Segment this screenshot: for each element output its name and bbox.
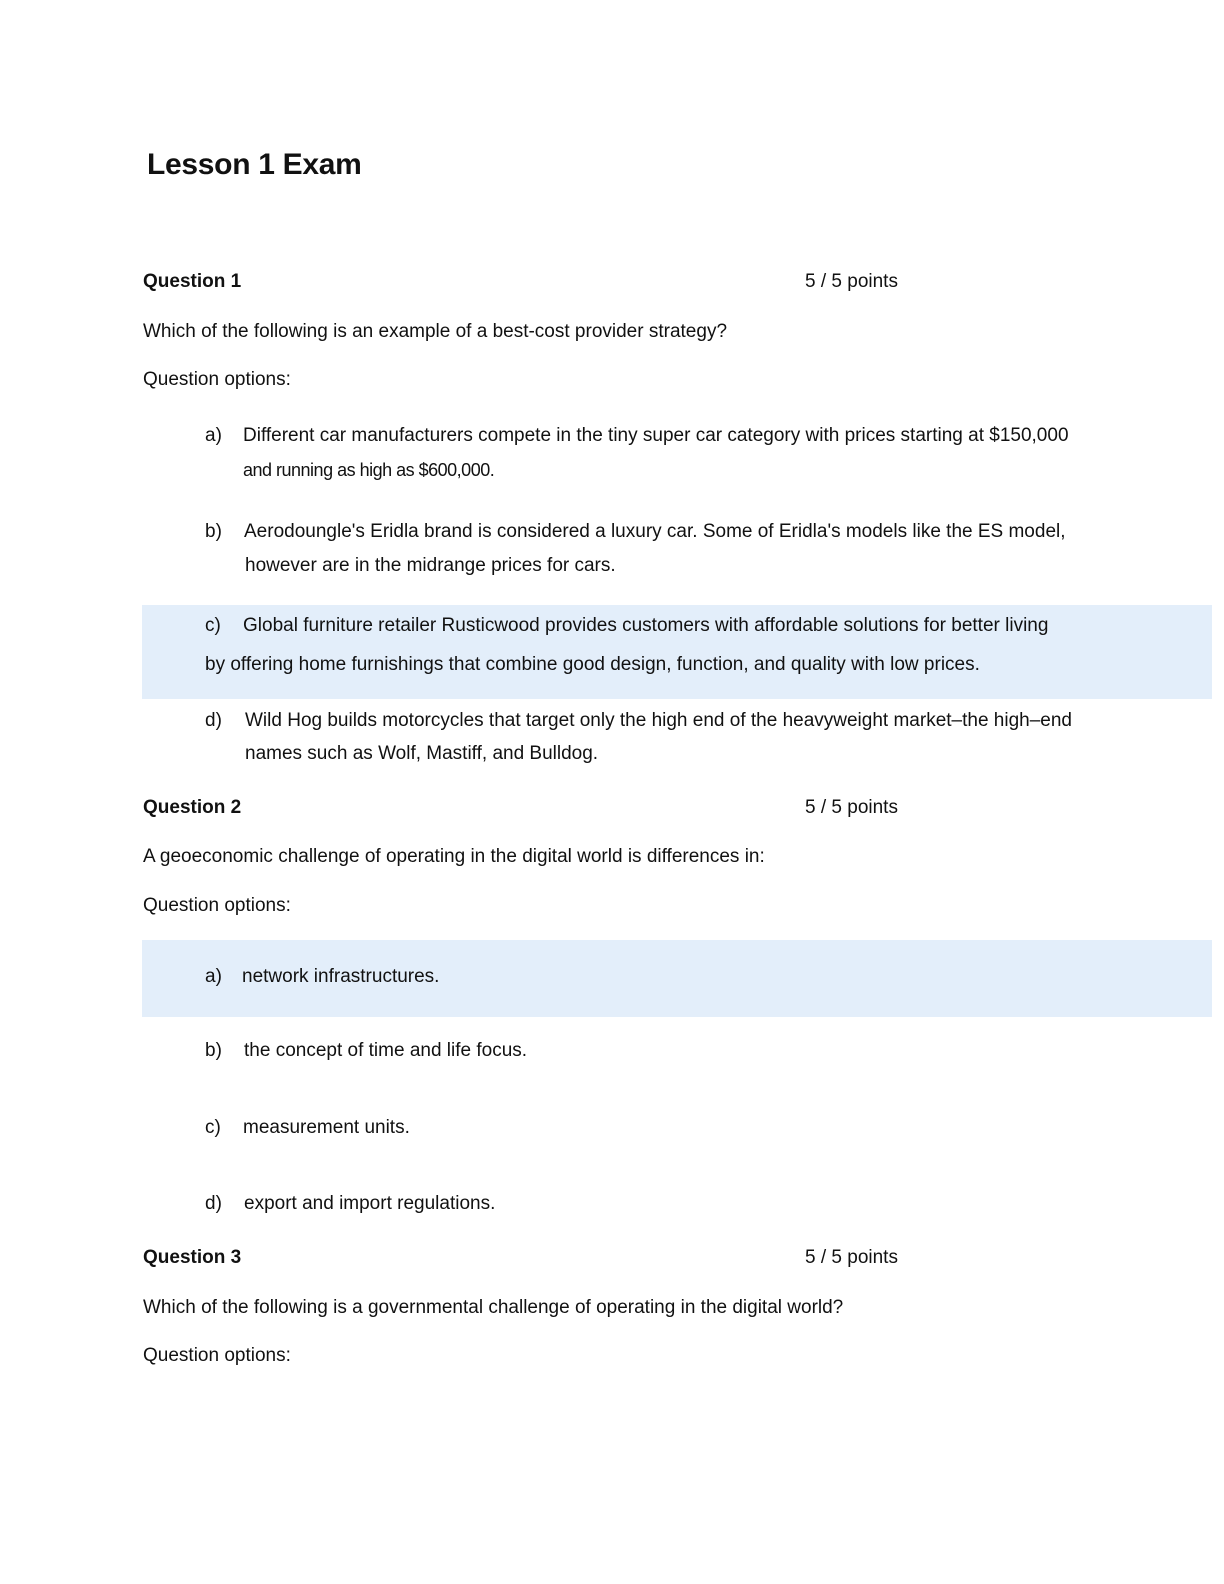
question-2-options-label: Question options:: [143, 895, 291, 916]
option-text-line-1: network infrastructures.: [242, 966, 440, 987]
question-2-text: A geoeconomic challenge of operating in the digital world is differences in:: [143, 846, 765, 867]
option-letter: b): [205, 1040, 222, 1061]
option-text-line-1: Different car manufacturers compete in the tiny super car category with prices starting at $150,000: [243, 425, 1069, 446]
option-letter: a): [205, 966, 222, 987]
question-3-text: Which of the following is a governmental challenge of operating in the digital world?: [143, 1297, 844, 1318]
page-title: Lesson 1 Exam: [147, 148, 362, 181]
option-text-line-2: by offering home furnishings that combine good design, function, and quality with low prices.: [205, 654, 980, 675]
option-text-line-2: however are in the midrange prices for cars.: [245, 555, 616, 576]
question-1-options-label: Question options:: [143, 369, 291, 390]
option-letter: c): [205, 615, 221, 636]
option-letter: d): [205, 1193, 222, 1214]
question-1-text: Which of the following is an example of a best-cost provider strategy?: [143, 321, 728, 342]
question-2-heading: Question 2: [143, 797, 242, 818]
option-letter: d): [205, 710, 222, 731]
option-text-line-1: Aerodoungle's Eridla brand is considered a luxury car. Some of Eridla's models like the ES model,: [244, 521, 1066, 542]
question-1-heading: Question 1: [143, 271, 242, 292]
option-letter: a): [205, 425, 222, 446]
option-text-line-1: Wild Hog builds motorcycles that target only the high end of the heavyweight market–the high–end: [245, 710, 1072, 731]
option-text-line-1: the concept of time and life focus.: [244, 1040, 528, 1061]
question-3-points: 5 / 5 points: [805, 1247, 898, 1268]
option-letter: b): [205, 521, 222, 542]
option-text-line-1: export and import regulations.: [244, 1193, 496, 1214]
question-1-points: 5 / 5 points: [805, 271, 898, 292]
option-text-line-1: measurement units.: [243, 1117, 410, 1138]
question-3-options-label: Question options:: [143, 1345, 291, 1366]
option-text-line-2: names such as Wolf, Mastiff, and Bulldog.: [245, 743, 599, 764]
option-text-line-1: Global furniture retailer Rusticwood provides customers with affordable solutions for better living: [243, 615, 1049, 636]
question-3-heading: Question 3: [143, 1247, 242, 1268]
option-text-line-2: and running as high as $600,000.: [243, 460, 495, 480]
option-letter: c): [205, 1117, 221, 1138]
question-2-points: 5 / 5 points: [805, 797, 898, 818]
